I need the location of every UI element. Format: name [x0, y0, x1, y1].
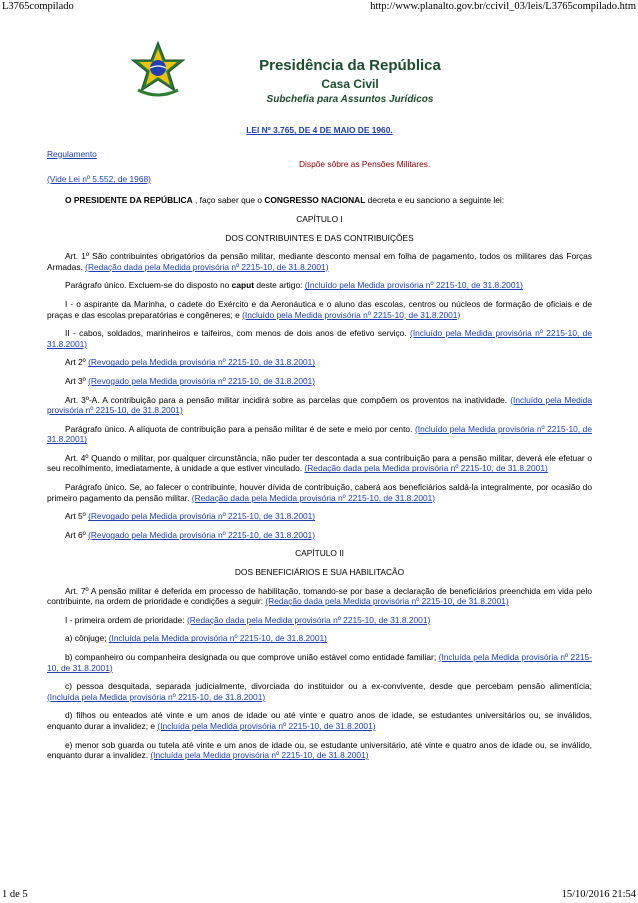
amendment-link[interactable]: (Incluído pela Medida provisória nº 2215-10, de 31.8.2001) [242, 309, 461, 320]
masthead-subtitle: Casa Civil [321, 77, 379, 91]
article-4-paragraph: Parágrafo único. Se, ao falecer o contribuinte, houver dívida de contribuição, caberá aos beneficiários saldá-la integralmente, por ocasião do primeiro pagamento da pensão militar. (Redação dada pela Medida provisória nº 2215-10, de 31.8.2001) [47, 482, 592, 503]
article-3a-paragraph: Parágrafo único. A alíquota de contribuição para a pensão militar é de sete e meio por cento. (Incluído pela Medida provisória nº 2215-10, de 31.8.2001) [47, 423, 592, 445]
article-2: Art 2º (Revogado pela Medida provisória nº 2215-10, de 31.8.2001) [65, 357, 316, 368]
article-7-item-e: e) menor sob guarda ou tutela até vinte e um anos de idade ou, se estudante universitário, até vinte e quatro anos de idade ou, se inválido, enquanto durar a invalidez. (Incluída pela Medida provisória nº 2215-10, de 31.8.2001) [47, 739, 592, 761]
amendment-link[interactable]: (Redação dada pela Medida provisória nº 2215-10, de 31.8.2001) [265, 596, 509, 607]
amendment-link[interactable]: (Incluída pela Medida provisória nº 2215-10, de 31.8.2001) [108, 633, 327, 644]
amendment-link[interactable]: (Revogado pela Medida provisória nº 2215-10, de 31.8.2001) [88, 357, 316, 368]
amendment-link[interactable]: (Revogado pela Medida provisória nº 2215-10, de 31.8.2001) [88, 529, 316, 540]
article-7-item-a: a) cônjuge; (Incluída pela Medida provisória nº 2215-10, de 31.8.2001) [65, 633, 327, 644]
masthead-title: Presidência da República [259, 57, 441, 74]
amendment-link[interactable]: (Revogado pela Medida provisória nº 2215-10, de 31.8.2001) [88, 511, 316, 522]
vide-link[interactable]: (Vide Lei nº 5.552, de 1968) [47, 173, 151, 184]
print-header [0, 0, 638, 14]
amendment-link[interactable]: (Incluído pela Medida provisória nº 2215-10, de 31.8.2001) [47, 394, 592, 416]
amendment-link[interactable]: (Incluído pela Medida provisória nº 2215-10, de 31.8.2001) [47, 328, 592, 349]
amendment-link[interactable]: (Incluído pela Medida provisória nº 2215-10, de 31.8.2001) [304, 280, 523, 291]
law-title-link[interactable]: LEI Nº 3.765, DE 4 DE MAIO DE 1960. [246, 125, 393, 135]
article-4: Art. 4º Quando o militar, por qualquer circunstância, não puder ter descontada a sua contribuição para a pensão militar, deverá ele efetuar o seu recolhimento, imediatamente, à unidade a que estiver vinculado. (Redação dada pela Medida provisória nº 2215-10, de 31.8.2001) [47, 452, 592, 474]
page-counter: 1 de 5 [2, 889, 28, 900]
article-3a: Art. 3º-A. A contribuição para a pensão militar incidirá sobre as parcelas que compõem os proventos na inatividade. (Incluído pela Medida provisória nº 2215-10, de 31.8.2001) [47, 394, 592, 416]
article-5: Art 5º (Revogado pela Medida provisória nº 2215-10, de 31.8.2001) [65, 511, 316, 522]
regulamento-link[interactable]: Regulamento [47, 148, 97, 159]
amendment-link[interactable]: (Redação dada pela Medida provisória nº 2215-10, de 31.8.2001) [186, 614, 431, 625]
print-datetime: 15/10/2016 21:54 [561, 889, 636, 900]
article-7: Art. 7º A pensão militar é deferida em processo de habilitação, tomando-se por base a declaração de beneficiários preenchida em vida pelo contribuinte, na ordem de prioridade e condições a seguir: (Redação dada pela Medida provisória nº 2215-10, de 31.8.2001) [47, 585, 592, 607]
amendment-link[interactable]: (Incluída pela Medida provisória nº 2215-10, de 31.8.2001) [157, 720, 376, 731]
law-body [47, 125, 592, 769]
chapter-2-label: CAPÍTULO II [295, 548, 344, 559]
masthead-subheading: Subchefia para Assuntos Jurídicos [266, 94, 434, 105]
article-1-item-i: I - o aspirante da Marinha, o cadete do Exército e da Aeronáutica e o aluno das escolas, centros ou núcleos de formação de oficiais e de praças e das escolas preparatórias e congêneres; e (Incluído pela Medida provisória nº 2215-10, de 31.8.2001) [47, 298, 592, 320]
print-footer [0, 889, 638, 903]
chapter-1-label: CAPÍTULO I [296, 213, 343, 224]
amendment-link[interactable]: (Incluída pela Medida provisória nº 2215-10, de 31.8.2001) [47, 652, 592, 673]
amendment-link[interactable]: (Redação dada pela Medida provisória nº 2215-10, de 31.8.2001) [304, 463, 548, 474]
article-1-item-ii: II - cabos, soldados, marinheiros e taifeiros, com menos de dois anos de efetivo serviço. (Incluído pela Medida provisória nº 2215-10, de 31.8.2001) [47, 328, 592, 349]
amendment-link[interactable]: (Redação dada pela Medida provisória nº 2215-10, de 31.8.2001) [85, 261, 329, 272]
article-3: Art 3º (Revogado pela Medida provisória nº 2215-10, de 31.8.2001) [65, 375, 316, 386]
ementa: Dispõe sôbre as Pensões Militares. [299, 159, 431, 170]
preamble: O PRESIDENTE DA REPÚBLICA , faço saber que o CONGRESSO NACIONAL decreta e eu sanciono a seguinte lei: [65, 195, 505, 206]
amendment-link[interactable]: (Incluída pela Medida provisória nº 2215-10, de 31.8.2001) [150, 750, 369, 761]
chapter-1-title: DOS CONTRIBUINTES E DAS CONTRIBUIÇÕES [225, 232, 414, 243]
article-7-item-b: b) companheiro ou companheira designada ou que comprove união estável como entidade familiar; (Incluída pela Medida provisória nº 2215-10, de 31.8.2001) [47, 652, 592, 673]
amendment-link[interactable]: (Incluída pela Medida provisória nº 2215-10, de 31.8.2001) [47, 691, 266, 702]
article-6: Art 6º (Revogado pela Medida provisória nº 2215-10, de 31.8.2001) [65, 529, 316, 540]
coat-of-arms-icon [128, 40, 188, 100]
amendment-link[interactable]: (Incluído pela Medida provisória nº 2215-10, de 31.8.2001) [47, 423, 592, 445]
document-title: L3765compilado [2, 1, 74, 12]
article-7-item-i: I - primeira ordem de prioridade: (Redação dada pela Medida provisória nº 2215-10, de 31.8.2001) [65, 614, 431, 625]
article-1: Art. 1º São contribuintes obrigatórios da pensão militar, mediante desconto mensal em folha de pagamento, todos os militares das Forças Armadas. (Redação dada pela Medida provisória nº 2215-10, de 31.8.2001) [47, 251, 592, 272]
article-1-paragraph: Parágrafo único. Excluem-se do disposto no caput deste artigo: (Incluído pela Medida provisória nº 2215-10, de 31.8.2001) [65, 280, 523, 291]
page-url: http://www.planalto.gov.br/ccivil_03/leis/L3765compilado.htm [370, 1, 636, 12]
amendment-link[interactable]: (Redação dada pela Medida provisória nº 2215-10, de 31.8.2001) [191, 492, 436, 503]
chapter-2-title: DOS BENEFICIÁRIOS E SUA HABILITACÃO [234, 567, 405, 578]
amendment-link[interactable]: (Revogado pela Medida provisória nº 2215-10, de 31.8.2001) [88, 375, 316, 386]
article-7-item-c: c) pessoa desquitada, separada judicialmente, divorciada do instituidor ou a ex-convivente, desde que percebam pensão alimentícia; (Incluída pela Medida provisória nº 2215-10, de 31.8.2001) [47, 681, 592, 702]
article-7-item-d: d) filhos ou enteados até vinte e um anos de idade ou até vinte e quatro anos de idade, se estudantes universitários ou, se inválidos, enquanto durar a invalidez; e (Incluída pela Medida provisória nº 2215-10, de 31.8.2001) [47, 710, 592, 731]
